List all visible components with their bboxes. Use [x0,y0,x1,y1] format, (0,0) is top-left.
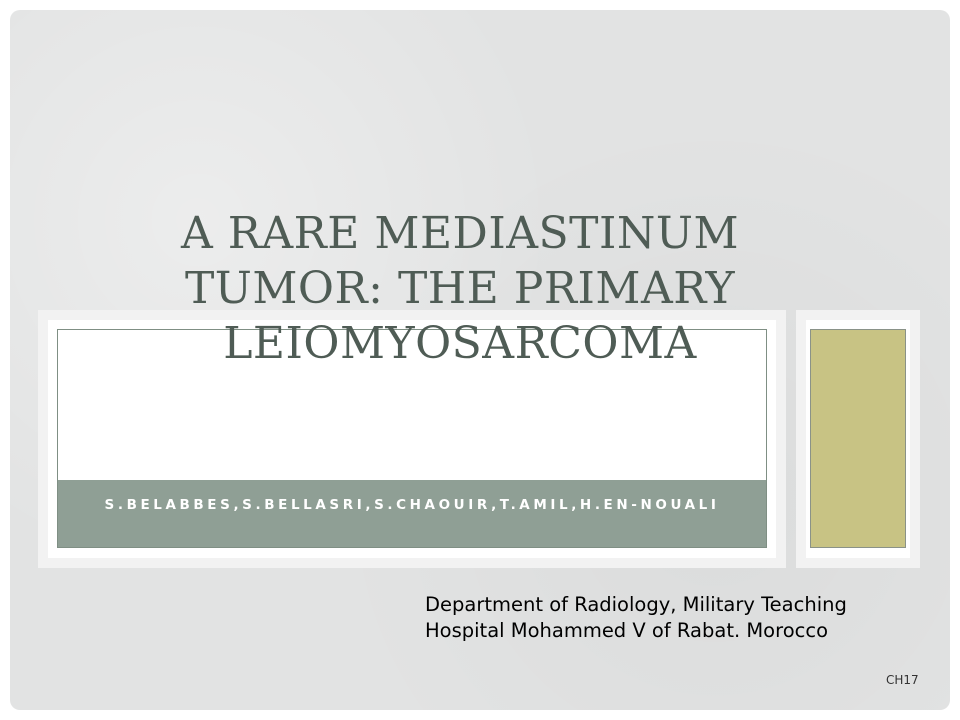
slide-code: CH17 [886,673,919,687]
slide-title-line-3: LEIOMYOSARCOMA [223,318,697,369]
slide-title [120,206,800,371]
affiliation-line-2: Hospital Mohammed V of Rabat. Morocco [425,619,829,642]
authors-text: S.BELABBES,S.BELLASRI,S.CHAOUIR,T.AMIL,H.EN-NOUALI [104,497,720,513]
affiliation-line-1: Department of Radiology, Military Teaching [425,593,847,616]
slide-title-line-1: A RARE MEDIASTINUM [180,208,739,259]
affiliation [425,592,945,644]
accent-block [810,329,906,548]
slide-title-line-2: TUMOR: THE PRIMARY [184,263,736,314]
